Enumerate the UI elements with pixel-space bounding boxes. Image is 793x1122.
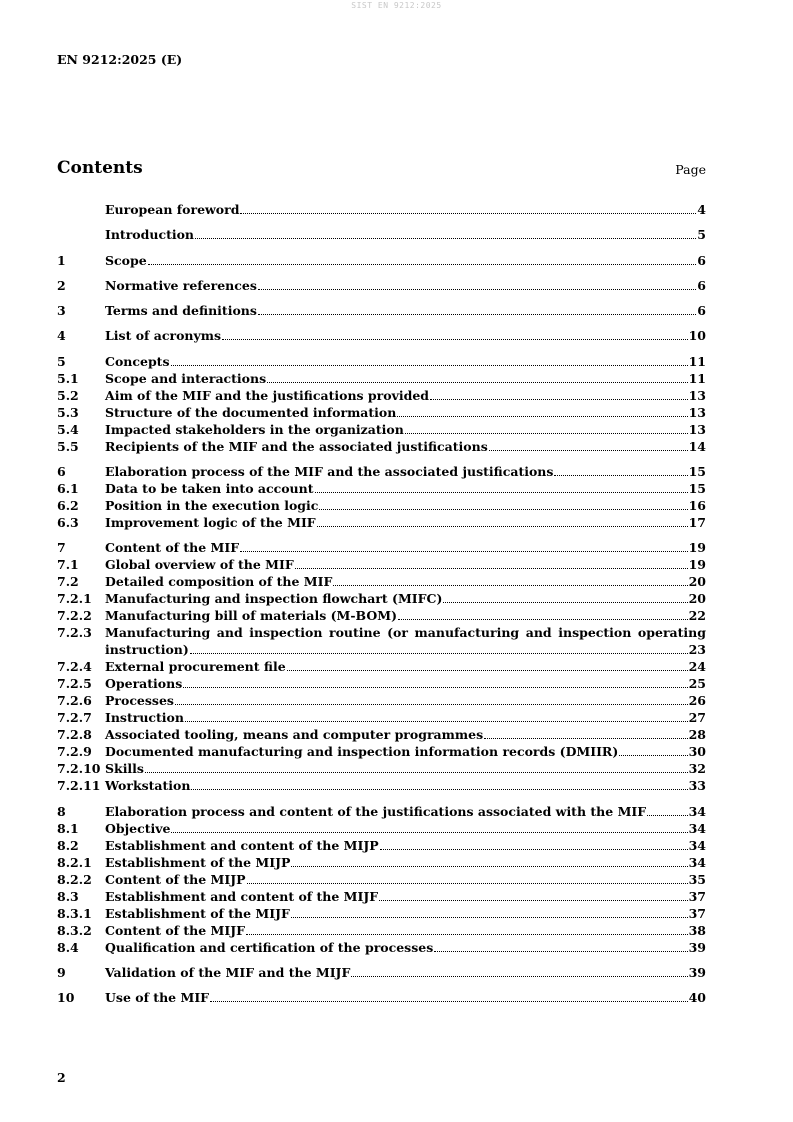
toc-entry-page: 34 [688,803,706,819]
toc-entry-title-wrap [105,438,706,455]
toc-entry-page: 6 [697,277,706,293]
toc-entry-number: 7.2.4 [57,659,92,675]
toc-entry-number: 7.2.8 [57,727,92,743]
toc-entry-title-wrap [105,370,706,387]
toc-entry-title-wrap [105,820,706,837]
toc-entry-title-wrap [105,302,706,319]
toc-entry-number: 7.2.10 [57,761,101,777]
toc-entry-title: Establishment and content of the MIJF [105,888,379,904]
toc-entry-title-wrap [105,573,706,590]
toc-entry-title: Detailed composition of the MIF [105,574,333,590]
toc-entry-title-wrap [105,556,706,573]
toc-entry[interactable] [57,302,706,319]
page-column-label: Page [675,162,706,177]
toc-entry-title-wrap [105,201,706,218]
toc-entry-title: Validation of the MIF and the MIJF [105,964,351,980]
toc-entry-page: 37 [688,905,706,921]
toc-entry-title-wrap [105,964,706,981]
toc-entry-page: 13 [688,387,706,403]
toc-group [57,201,706,218]
toc-entry-page: 39 [688,964,706,980]
toc-entry[interactable] [57,353,706,370]
toc-entry[interactable] [57,871,706,888]
toc-entry-title-line1: Manufacturing and inspection routine (or manufacturing and inspection operating [105,625,706,641]
toc-entry-page: 10 [688,328,706,344]
dot-leader [484,738,687,739]
toc-group [57,277,706,294]
toc-entry-number: 7.2.3 [57,625,92,641]
toc-group [57,463,706,531]
toc-entry-title: European foreword [105,202,240,217]
toc-entry-page: 28 [688,727,706,743]
toc-group [57,964,706,981]
toc-entry[interactable] [57,480,706,497]
toc-entry-title: Workstation [105,778,191,794]
dot-leader [333,585,687,586]
toc-entry-number: 8.3 [57,888,79,904]
toc-entry-title: Use of the MIF [105,990,210,1006]
toc-entry-number: 6 [57,464,66,480]
dot-leader [148,264,697,265]
toc-entry-title: List of acronyms [105,328,222,344]
dot-leader [405,433,688,434]
toc-entry[interactable] [57,463,706,480]
dot-leader [258,314,696,315]
toc-entry-title-wrap [105,252,706,269]
toc-group [57,803,706,956]
toc-entry-title-wrap [105,539,706,556]
toc-entry-title: Position in the execution logic [105,498,319,514]
toc-entry-page: 5 [697,227,706,243]
toc-entry-number: 7.2.9 [57,744,92,760]
toc-entry-page: 39 [688,939,706,955]
toc-entry-number: 10 [57,990,75,1006]
dot-leader [240,551,687,552]
dot-leader [258,289,696,290]
toc-entry-title: Recipients of the MIF and the associated justifications [105,438,488,454]
toc-entry-title: Normative references [105,277,257,293]
toc-entry-page: 14 [688,438,706,454]
toc-entry-title-wrap [105,888,706,905]
page-number: 2 [57,1070,66,1085]
dot-leader [183,687,687,688]
toc-entry-number: 8.1 [57,820,79,836]
toc-entry-number: 5.5 [57,438,79,454]
toc-entry-number: 7.2 [57,574,79,590]
toc-entry[interactable] [57,404,706,421]
toc-entry-page: 20 [688,591,706,607]
toc-entry-title: Structure of the documented information [105,404,397,420]
toc-entry-title-wrap [105,905,706,922]
toc-entry-number: 6.1 [57,481,79,497]
toc-entry-title-wrap [105,939,706,956]
dot-leader [434,951,687,952]
toc-entry-page: 23 [688,642,706,658]
toc-entry[interactable] [57,709,706,726]
toc-entry[interactable] [57,624,706,658]
toc-entry[interactable] [57,854,706,871]
toc-entry-number: 7.2.11 [57,778,101,794]
toc-entry-title: Scope and interactions [105,370,267,386]
dot-leader [317,526,688,527]
dot-leader [291,917,688,918]
toc-entry-number: 2 [57,277,66,293]
toc-entry-title: Establishment of the MIJP [105,854,291,870]
toc-entry-title-wrap [105,421,706,438]
dot-leader [295,568,688,569]
toc-entry-page: 15 [688,464,706,480]
toc-entry-title: Establishment and content of the MIJP [105,837,379,853]
toc-entry[interactable] [57,421,706,438]
dot-leader [171,832,687,833]
toc-entry-page: 24 [688,659,706,675]
dot-leader [380,849,688,850]
dot-leader [195,238,696,239]
toc-entry-title-wrap [105,353,706,370]
toc-entry-page: 38 [688,922,706,938]
toc-entry-title: Instruction [105,710,184,726]
toc-entry[interactable] [57,226,706,243]
toc-entry-title-wrap [105,463,706,480]
toc-entry-page: 26 [688,693,706,709]
toc-entry-number: 7.2.5 [57,676,92,692]
toc-entry-number: 7.2.1 [57,591,92,607]
toc-entry-number: 7.2.6 [57,693,92,709]
toc-entry-number: 7.1 [57,557,79,573]
toc-entry[interactable] [57,760,706,777]
dot-leader [351,976,687,977]
toc-entry-number: 1 [57,252,66,268]
toc-entry-number: 8.3.1 [57,905,92,921]
toc-entry[interactable] [57,922,706,939]
toc-entry[interactable] [57,905,706,922]
toc-entry-number: 9 [57,964,66,980]
toc-entry-title-wrap [105,590,706,607]
toc-entry-title-wrap [105,480,706,497]
document-id: EN 9212:2025 (E) [57,52,183,67]
dot-leader [287,670,688,671]
toc-entry-title: Content of the MIF [105,540,240,556]
toc-entry-title-wrap [105,854,706,871]
toc-entry[interactable] [57,607,706,624]
toc-entry-title: Content of the MIJF [105,922,246,938]
toc-entry-title-wrap [105,837,706,854]
toc-entry-title: Manufacturing bill of materials (M-BOM) [105,608,397,624]
toc-entry-title: Improvement logic of the MIF [105,515,316,531]
dot-leader [246,934,688,935]
toc-entry-title: Aim of the MIF and the justifications provided [105,387,430,403]
dot-leader [379,900,687,901]
dot-leader [619,755,687,756]
toc-entry-title: Impacted stakeholders in the organization [105,421,404,437]
toc-entry-title: Associated tooling, means and computer programmes [105,727,484,743]
toc-entry-page: 33 [688,778,706,794]
dot-leader [430,399,688,400]
toc-entry-number: 3 [57,303,66,319]
toc-entry-title-wrap [105,327,706,344]
toc-entry-page: 35 [688,871,706,887]
toc-entry-title-wrap [105,777,706,794]
toc-entry[interactable] [57,692,706,709]
toc-entry-page: 13 [688,421,706,437]
toc-entry-title: Documented manufacturing and inspection information records (DMIIR) [105,744,619,760]
toc-entry-page: 37 [688,888,706,904]
toc-entry-number: 7.2.7 [57,710,92,726]
toc-entry-page: 34 [688,837,706,853]
toc-entry-title-wrap [105,692,706,709]
toc-entry-title-wrap [105,743,706,760]
toc-entry-title-wrap [105,871,706,888]
toc-entry-page: 11 [688,353,706,369]
toc-group [57,302,706,319]
toc-entry[interactable] [57,989,706,1006]
toc-entry-title-wrap [105,277,706,294]
toc-entry[interactable] [57,539,706,556]
dot-leader [175,704,688,705]
toc-entry-title-wrap [105,607,706,624]
contents-title: Contents [57,158,143,178]
toc-entry-title: Terms and definitions [105,303,257,319]
toc-entry-title: Operations [105,676,183,692]
toc-entry[interactable] [57,387,706,404]
toc-entry-number: 8.2.1 [57,854,92,870]
dot-leader [315,492,688,493]
dot-leader [210,1001,688,1002]
toc-entry-title-wrap [105,803,706,820]
dot-leader [190,653,688,654]
toc-entry[interactable] [57,675,706,692]
toc-entry-page: 32 [688,761,706,777]
dot-leader [443,602,687,603]
toc-entry-number: 5.4 [57,421,79,437]
toc-entry[interactable] [57,556,706,573]
toc-entry-title-wrap [105,675,706,692]
toc-entry[interactable] [57,803,706,820]
toc-entry[interactable] [57,497,706,514]
toc-entry[interactable] [57,743,706,760]
toc-group [57,327,706,344]
toc-entry-title: Scope [105,252,147,268]
toc-entry-title: Introduction [105,227,195,243]
toc-entry-title: Concepts [105,353,170,369]
toc-entry[interactable] [57,820,706,837]
toc-entry-title-wrap [105,726,706,743]
toc-entry-number: 8.2.2 [57,871,92,887]
toc-entry[interactable] [57,201,706,218]
toc-entry[interactable] [57,573,706,590]
toc-entry[interactable] [57,514,706,531]
dot-leader [267,382,687,383]
toc-entry[interactable] [57,939,706,956]
toc-entry-page: 19 [688,540,706,556]
toc-entry-title-wrap [105,760,706,777]
toc-entry-number: 6.3 [57,515,79,531]
toc-entry-number: 5 [57,353,66,369]
toc-entry-title: Qualification and certification of the processes [105,939,434,955]
toc-entry-title: External procurement file [105,659,286,675]
toc-entry-page: 34 [688,820,706,836]
toc-entry-number: 5.2 [57,387,79,403]
toc-entry-page: 30 [688,744,706,760]
toc-entry-title-wrap [105,497,706,514]
toc-entry-page: 11 [688,370,706,386]
toc-entry-title: Data to be taken into account [105,481,314,497]
toc-entry-number: 4 [57,328,66,344]
toc-entry-page: 17 [688,515,706,531]
toc-entry-page: 40 [688,990,706,1006]
dot-leader [397,416,687,417]
toc-entry[interactable] [57,964,706,981]
toc-entry-number: 7 [57,540,66,556]
dot-leader [145,772,688,773]
dot-leader [319,509,687,510]
toc-entry-page: 25 [688,676,706,692]
toc-entry-number: 8.4 [57,939,79,955]
dot-leader [489,450,688,451]
dot-leader [554,475,687,476]
toc-entry-title-line2: instruction) [105,642,189,658]
toc-entry-title-wrap [105,226,706,243]
toc-group [57,252,706,269]
toc-entry-page: 15 [688,481,706,497]
toc-entry-title-wrap [105,387,706,404]
toc-entry[interactable] [57,277,706,294]
toc-entry-number: 8.3.2 [57,922,92,938]
toc-entry-page: 22 [688,608,706,624]
toc-entry-page: 13 [688,404,706,420]
toc-entry[interactable] [57,777,706,794]
toc-entry-number: 5.1 [57,370,79,386]
toc-entry-title-wrap [105,404,706,421]
dot-leader [247,883,688,884]
toc-entry-title: Manufacturing and inspection flowchart (MIFC) [105,591,443,607]
dot-leader [398,619,688,620]
toc-entry-title-wrap [105,922,706,939]
toc-group [57,539,706,794]
toc-entry[interactable] [57,438,706,455]
dot-leader [291,866,687,867]
toc-group [57,989,706,1006]
dot-leader [240,213,696,214]
toc-entry-page: 4 [697,202,706,217]
toc-entry-page: 6 [697,252,706,268]
dot-leader [185,721,688,722]
toc-entry-title: Skills [105,761,144,777]
toc-entry-page: 34 [688,854,706,870]
dot-leader [222,339,688,340]
toc-entry[interactable] [57,658,706,675]
toc-entry-title: Objective [105,820,171,836]
toc-entry-page: 20 [688,574,706,590]
toc-entry-number: 8.2 [57,837,79,853]
toc-entry-title-wrap [105,624,706,658]
toc-entry-title: Global overview of the MIF [105,557,294,573]
toc-entry-title: Elaboration process and content of the justifications associated with the MIF [105,803,647,819]
toc-entry-number: 5.3 [57,404,79,420]
toc-entry[interactable] [57,837,706,854]
toc-entry-page: 16 [688,498,706,514]
toc-entry-page: 19 [688,557,706,573]
toc-entry[interactable] [57,370,706,387]
toc-entry-title: Content of the MIJP [105,871,246,887]
toc-entry[interactable] [57,252,706,269]
table-of-contents [57,201,706,1015]
toc-group [57,353,706,455]
dot-leader [647,815,687,816]
toc-entry-number: 7.2.2 [57,608,92,624]
toc-entry-number: 6.2 [57,498,79,514]
toc-entry-title: Processes [105,693,174,709]
toc-entry[interactable] [57,726,706,743]
toc-entry-title-wrap [105,989,706,1006]
dot-leader [191,789,687,790]
toc-group [57,226,706,243]
toc-entry-title: Establishment of the MIJF [105,905,290,921]
toc-entry-title: Elaboration process of the MIF and the associated justifications [105,464,554,480]
toc-entry-title-line2-wrap [105,641,706,658]
toc-entry[interactable] [57,590,706,607]
toc-entry-number: 8 [57,803,66,819]
toc-entry-page: 6 [697,303,706,319]
toc-entry-title-wrap [105,514,706,531]
toc-entry[interactable] [57,888,706,905]
toc-entry-title-wrap [105,709,706,726]
watermark: SIST EN 9212:2025 [351,1,442,10]
toc-entry[interactable] [57,327,706,344]
toc-entry-title-wrap [105,658,706,675]
toc-entry-page: 27 [688,710,706,726]
dot-leader [171,365,688,366]
